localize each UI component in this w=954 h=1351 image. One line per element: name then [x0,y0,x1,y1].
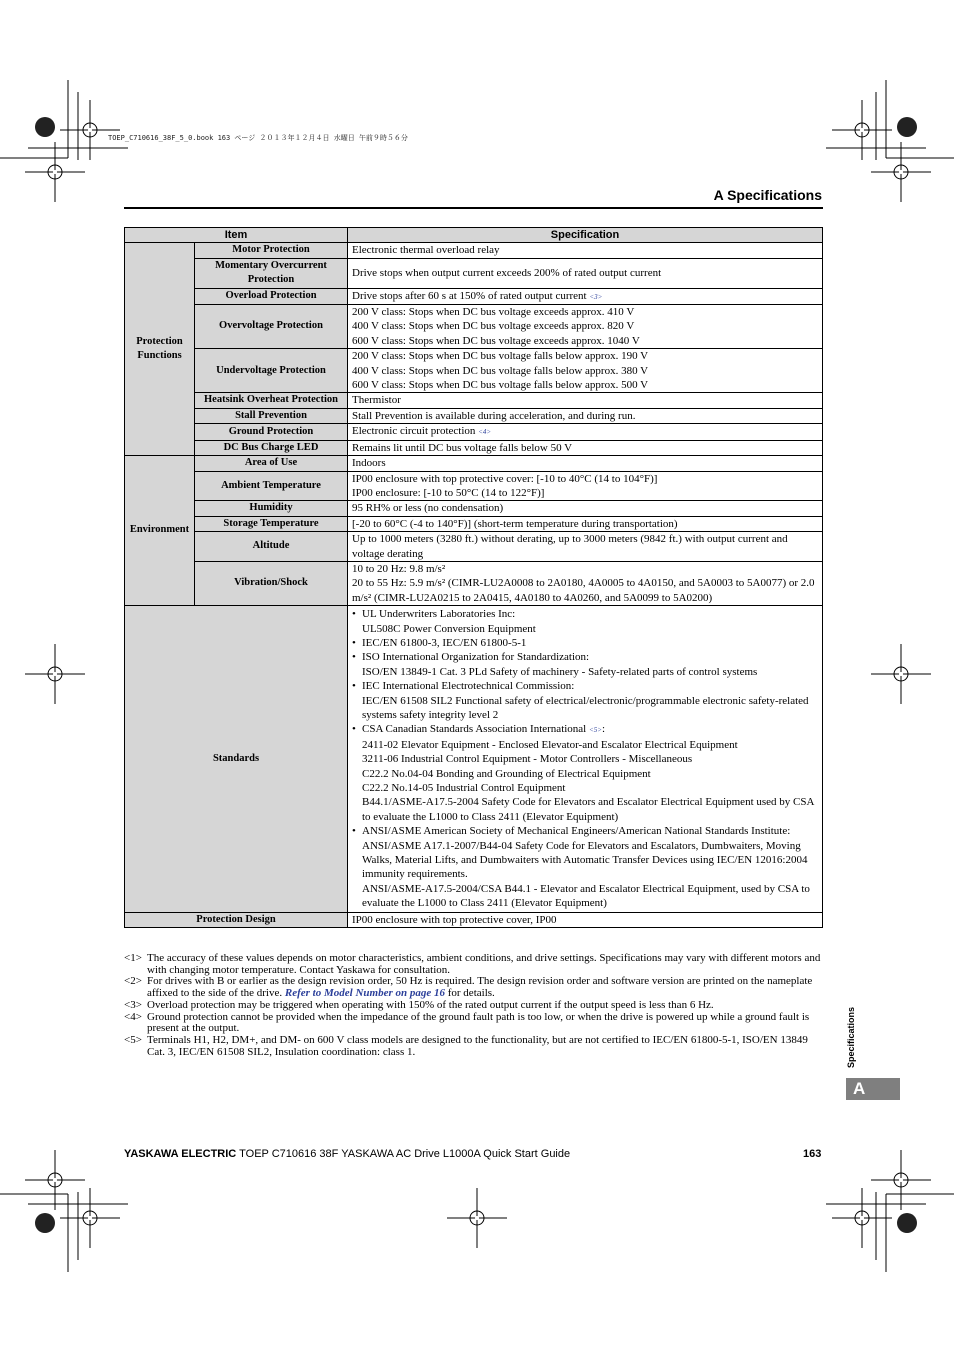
footnote-ref: <5> [589,726,602,735]
standards-sub: ISO/EN 13849-1 Cat. 3 PLd Safety of machinery - Safety-related parts of control systems [362,665,758,678]
spec-line: 600 V class: Stops when DC bus voltage exceeds approx. 1040 V [352,334,640,347]
standards-lead: ANSI/ASME American Society of Mechanical Engineers/American National Standards Institute: [362,825,791,838]
standards-lead: CSA Canadian Standards Association International [362,723,587,736]
row-specification [348,456,823,471]
spec-line: Drive stops when output current exceeds 200% of rated output current [352,267,662,280]
footnote-body: For drives with B or earlier as the design revision order, 50 Hz is required. The design revision order and software version are printed on the nameplate affixed to the side of the drive. [147,975,813,1000]
footnote-text [147,976,824,999]
standards-item [352,679,818,722]
standards-sub: B44.1/ASME-A17.5-2004 Safety Code for Elevators and Escalator Electrical Equipment used by CSA to evaluate the L1000 to Class 2411 (Elevator Equipment) [362,796,814,823]
standards-lead: ISO International Organization for Standardization: [362,651,590,664]
row-specification [348,393,823,408]
row-item: Altitude [195,532,348,562]
row-specification [348,349,823,393]
spec-line: Stall Prevention is available during acceleration, and during run. [352,409,636,422]
table-row [125,305,823,349]
spec-line: Remains lit until DC bus voltage falls below 50 V [352,441,573,454]
standards-item [352,650,818,679]
spec-line: 200 V class: Stops when DC bus voltage exceeds approx. 410 V [352,306,635,319]
row-specification [348,561,823,605]
spec-line: 20 to 55 Hz: 5.9 m/s² (CIMR-LU2A0008 to 2A0180, 4A0005 to 4A0150, and 5A0003 to 5A0077) or 2.0 m/s² (CIMR-LU2A0215 to 2A0415, 4A0180 to 4A0260, and 5A0099 to 5A0200) [352,577,815,604]
standards-sub: ANSI/ASME-A17.5-2004/CSA B44.1 - Elevator and Escalator Electrical Equipment, used by CSA to evaluate the L1000 to Class 2411 (Elevator Equipment) [362,882,810,910]
row-item: Humidity [195,501,348,516]
section-title: A Specifications [713,187,822,203]
side-tab-label: Specifications [846,1006,856,1068]
standards-item [352,607,818,636]
table-row [125,532,823,562]
table-header-row [125,228,823,243]
row-item: Stall Prevention [195,408,348,423]
row-item: Ambient Temperature [195,471,348,501]
table-row-protection-design [125,912,823,927]
footnote-number: <5> [124,1033,142,1046]
footnote-text [147,1012,824,1035]
spec-line: IP00 enclosure with top protective cover: [-10 to 40°C (14 to 104°F)] [352,472,658,485]
row-specification [348,424,823,440]
spec-line: Indoors [352,457,386,470]
footnote-tail: for details. [444,987,495,1000]
header-item: Item [125,228,348,243]
standards-item [352,824,818,910]
row-specification [348,471,823,501]
spec-line-with-ref [352,289,818,304]
table-row [125,516,823,531]
side-tab [838,1000,868,1070]
spec-line: [-20 to 60°C (-4 to 140°F)] (short-term temperature during transportation) [352,517,678,530]
row-item: Ground Protection [195,424,348,440]
footnote [124,953,824,976]
row-specification-standards [348,606,823,913]
table-row [125,424,823,440]
footnote-number: <1> [124,952,142,964]
standards-lead: IEC/EN 61800-3, IEC/EN 61800-5-1 [362,636,527,649]
row-item: Overload Protection [195,288,348,304]
row-specification [348,516,823,531]
row-item-standards: Standards [125,606,348,913]
table-row [125,408,823,423]
footnote-number: <4> [124,1010,142,1023]
footnote-body: Overload protection may be triggered when operating with 150% of the rated output current if the output speed is less than 6 Hz. [147,998,714,1011]
spec-line: 400 V class: Stops when DC bus voltage exceeds approx. 820 V [352,320,635,333]
footnote-body: Ground protection cannot be provided when the impedance of the ground fault path is too low, or when the drive is powered up while a ground fault is present at the output. [147,1010,810,1035]
footnote-body: The accuracy of these values depends on motor characteristics, ambient conditions, and drive settings. Specifications may vary with different motors and with changing motor temperature. Contact Yaskawa for consultation. [147,952,821,976]
spec-line: Up to 1000 meters (3280 ft.) without derating, up to 3000 meters (9842 ft.) with output current and voltage derating [352,533,788,560]
row-item: Heatsink Overheat Protection [195,393,348,408]
row-specification [348,243,823,258]
row-specification [348,258,823,288]
row-specification [348,532,823,562]
table-row [125,288,823,304]
row-item: DC Bus Charge LED [195,440,348,455]
footnote-number: <3> [124,998,142,1011]
footer-brand: YASKAWA ELECTRIC [124,1148,237,1160]
row-item: Overvoltage Protection [195,305,348,349]
footnote-number: <2> [124,975,142,988]
table-row-standards [125,606,823,913]
table-row [125,258,823,288]
cross-reference-link[interactable]: Refer to Model Number on page 16 [284,987,445,1000]
table-row [125,243,823,258]
standards-sub: C22.2 No.04-04 Bonding and Grounding of Electrical Equipment [362,767,651,780]
standards-list [352,606,818,912]
spec-line: 10 to 20 Hz: 9.8 m/s² [352,562,446,575]
spec-text: Drive stops after 60 s at 150% of rated output current [352,289,587,302]
row-item: Area of Use [195,456,348,471]
standards-lead: UL Underwriters Laboratories Inc: [362,608,516,621]
table-row [125,349,823,393]
spec-line: 400 V class: Stops when DC bus voltage falls below approx. 380 V [352,364,649,377]
specifications-table [124,227,823,928]
row-item: Vibration/Shock [195,561,348,605]
standards-item [352,636,818,650]
footnote-text [147,953,824,976]
row-item: Momentary Overcurrent Protection [195,258,348,288]
standards-lead-end: : [601,723,606,736]
row-item: Undervoltage Protection [195,349,348,393]
footnote-ref: <4> [478,428,492,437]
row-specification-protection-design: IP00 enclosure with top protective cover, IP00 [348,912,823,927]
table-row [125,501,823,516]
standards-sub: ANSI/ASME A17.1-2007/B44-04 Safety Code for Elevators and Escalators, Dumbwaiters, Moving Walks, Material Lifts, and Dumbwaiters with Automatic Transfer Devices using IEC/EN 12016:2004 immunity requirements. [362,839,808,881]
spec-line: 200 V class: Stops when DC bus voltage falls below approx. 190 V [352,350,649,363]
footer-doc-title: TOEP C710616 38F YASKAWA AC Drive L1000A Quick Start Guide [236,1148,571,1160]
page-number: 163 [803,1148,822,1160]
row-item: Motor Protection [195,243,348,258]
footnote [124,976,824,999]
spec-line: Thermistor [352,394,401,407]
row-item-protection-design: Protection Design [125,912,348,927]
standards-sub: IEC/EN 61508 SIL2 Functional safety of electrical/electronic/programmable electronic safety-related systems safety integrity level 2 [362,694,809,721]
spec-line: 95 RH% or less (no condensation) [352,502,504,515]
table-row [125,393,823,408]
group-label: Protection Functions [125,243,195,456]
chapter-tab: A [846,1078,900,1100]
print-mark: TOEP_C710616_38F_5_0.book 163 ページ ２０１３年１２月４日 水曜日 午前９時５６分 [108,134,408,142]
row-specification [348,305,823,349]
row-specification [348,288,823,304]
standards-item [352,722,818,824]
footnote-text [147,1035,824,1058]
table-row [125,456,823,471]
row-item: Storage Temperature [195,516,348,531]
standards-sub: C22.2 No.14-05 Industrial Control Equipment [362,782,566,795]
row-specification [348,408,823,423]
standards-sub: UL508C Power Conversion Equipment [362,622,536,635]
standards-sub: 3211-06 Industrial Control Equipment - Motor Controllers - Miscellaneous [362,753,693,766]
table-row [125,471,823,501]
footnote-ref: <3> [589,292,603,301]
spec-line-with-ref [352,424,818,439]
group-label: Environment [125,456,195,606]
row-specification [348,501,823,516]
spec-text: Electronic circuit protection [352,425,476,438]
footnote [124,1012,824,1035]
footnotes [124,953,824,1058]
table-row [125,561,823,605]
footnote-body: Terminals H1, H2, DM+, and DM- on 600 V class models are designed to the functionality, but are not certified to IEC/EN 61800-5-1, ISO/EN 13849 Cat. 3, IEC/EN 61508 SIL2, Insulation coordination: class 1. [147,1033,808,1058]
header-rule [124,207,823,209]
standards-sub: 2411-02 Elevator Equipment - Enclosed Elevator-and Escalator Electrical Equipment [362,738,738,751]
spec-line: Electronic thermal overload relay [352,244,500,257]
footnote [124,1035,824,1058]
standards-lead: IEC International Electrotechnical Commission: [362,680,575,693]
row-specification [348,440,823,455]
table-row [125,440,823,455]
spec-line: 600 V class: Stops when DC bus voltage falls below approx. 500 V [352,379,649,392]
header-specification: Specification [348,228,823,243]
footer [124,1148,570,1160]
spec-line: IP00 enclosure: [-10 to 50°C (14 to 122°F)] [352,486,545,499]
